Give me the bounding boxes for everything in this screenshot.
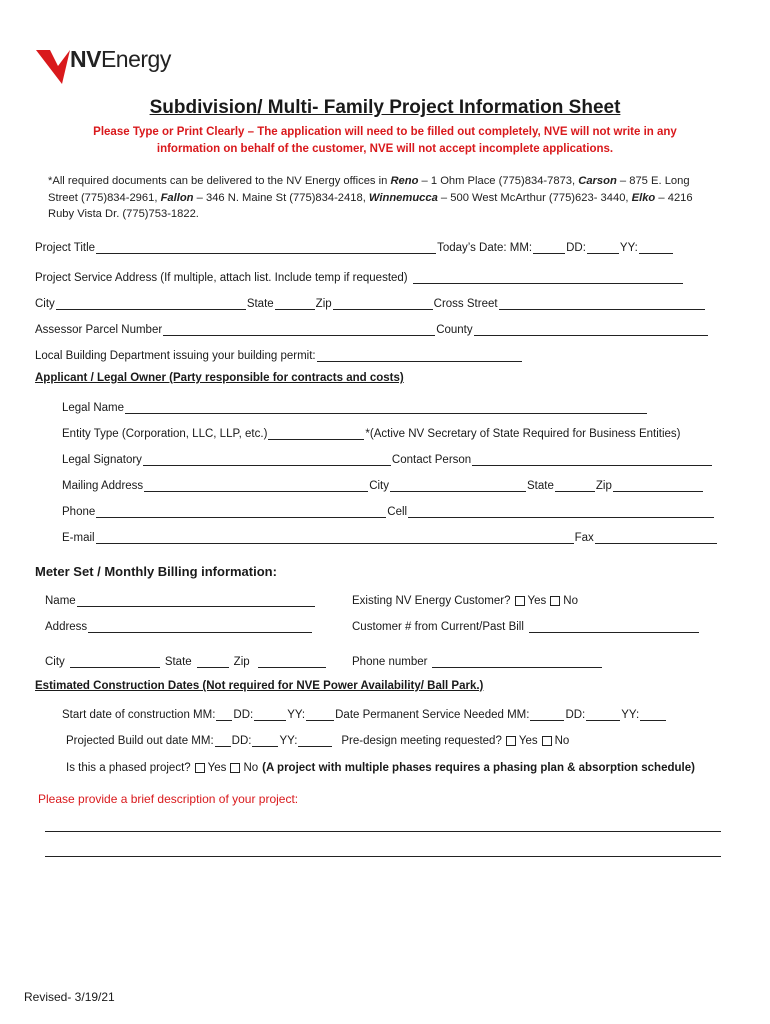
applicant-phone-field[interactable]	[96, 505, 386, 518]
signatory-row: Legal Signatory Contact Person	[62, 450, 713, 466]
buildout-row: Projected Build out date MM: DD: YY: Pre-design meeting requested? Yes No	[66, 735, 570, 747]
buildout-mm-field[interactable]	[215, 734, 231, 747]
permanent-mm-field[interactable]	[530, 708, 564, 721]
project-title-row: Project Title Today’s Date: MM: DD: YY:	[35, 238, 674, 254]
start-mm-field[interactable]	[216, 708, 232, 721]
customer-number-row: Customer # from Current/Past Bill	[352, 617, 700, 633]
start-yy-field[interactable]	[306, 708, 334, 721]
todays-date-mm-field[interactable]	[533, 241, 565, 254]
applicant-cell-field[interactable]	[408, 505, 714, 518]
entity-type-row: Entity Type (Corporation, LLC, LLP, etc.) *(Active NV Secretary of State Required for Business Entities)	[62, 428, 681, 440]
start-dd-field[interactable]	[254, 708, 286, 721]
existing-customer-yes-checkbox[interactable]	[515, 596, 525, 606]
project-title-field[interactable]	[96, 241, 436, 254]
county-field[interactable]	[474, 323, 708, 336]
start-date-row: Start date of construction MM: DD: YY: Date Permanent Service Needed MM: DD: YY:	[62, 705, 667, 721]
phased-yes-checkbox[interactable]	[195, 763, 205, 773]
meter-billing-heading: Meter Set / Monthly Billing information:	[35, 564, 277, 579]
nv-energy-logo	[36, 44, 186, 84]
phased-row: Is this a phased project? Yes No (A project with multiple phases requires a phasing plan & absorption schedule)	[66, 762, 695, 774]
building-dept-row: Local Building Department issuing your building permit:	[35, 346, 523, 362]
buildout-dd-field[interactable]	[252, 734, 278, 747]
description-line-1[interactable]	[45, 831, 721, 832]
revision-date: Revised- 3/19/21	[24, 990, 115, 1004]
logo-wordmark: NVEnergy	[70, 46, 171, 72]
customer-number-field[interactable]	[529, 620, 699, 633]
meter-name-row: Name	[45, 591, 316, 607]
service-address-field[interactable]	[413, 271, 683, 284]
todays-date-dd-field[interactable]	[587, 241, 619, 254]
project-city-row: City State Zip Cross Street	[35, 294, 706, 310]
legal-name-field[interactable]	[125, 401, 647, 414]
cross-street-field[interactable]	[499, 297, 705, 310]
legal-signatory-field[interactable]	[143, 453, 391, 466]
permanent-dd-field[interactable]	[586, 708, 620, 721]
parcel-row: Assessor Parcel Number County	[35, 320, 709, 336]
buildout-yy-field[interactable]	[298, 734, 332, 747]
project-city-field[interactable]	[56, 297, 246, 310]
delivery-offices-note: *All required documents can be delivered to the NV Energy offices in Reno – 1 Ohm Place (775)834-7873, Carson – 875 E. Long Street (775)834-2961, Fallon – 346 N. Maine St (775)834-2418, Winnemucca – 500 West McArthur (775)623- 3440, Elko – 4216 Ruby Vista Dr. (775)753-1822.	[48, 175, 693, 220]
description-prompt: Please provide a brief description of your project:	[38, 792, 299, 806]
building-dept-field[interactable]	[317, 349, 522, 362]
mailing-address-field[interactable]	[144, 479, 368, 492]
meter-address-field[interactable]	[88, 620, 312, 633]
meter-phone-field[interactable]	[432, 655, 602, 668]
todays-date-yy-field[interactable]	[639, 241, 673, 254]
parcel-number-field[interactable]	[163, 323, 435, 336]
applicant-zip-field[interactable]	[613, 479, 703, 492]
applicant-heading: Applicant / Legal Owner (Party responsible for contracts and costs)	[35, 372, 404, 384]
applicant-email-field[interactable]	[96, 531, 574, 544]
meter-city-field[interactable]	[70, 655, 160, 668]
existing-customer-no-checkbox[interactable]	[550, 596, 560, 606]
page-title: Subdivision/ Multi- Family Project Information Sheet	[149, 97, 621, 118]
description-line-2[interactable]	[45, 856, 721, 857]
meter-state-field[interactable]	[197, 655, 229, 668]
entity-type-field[interactable]	[268, 427, 364, 440]
meter-phone-row: Phone number	[352, 652, 603, 668]
meter-address-row: Address	[45, 617, 313, 633]
predesign-no-checkbox[interactable]	[542, 736, 552, 746]
meter-city-row: City State Zip	[45, 652, 327, 668]
service-address-row: Project Service Address (If multiple, attach list. Include temp if requested)	[35, 268, 684, 284]
phone-row: Phone Cell	[62, 502, 715, 518]
meter-name-field[interactable]	[77, 594, 315, 607]
legal-name-row: Legal Name	[62, 398, 648, 414]
instructions-warning: Please Type or Print Clearly – The application will need to be filled out completely, NVE will not write in any information on behalf of the customer, NVE will not accept incomplete applications.	[93, 126, 677, 155]
applicant-city-field[interactable]	[390, 479, 526, 492]
applicant-state-field[interactable]	[555, 479, 595, 492]
project-zip-field[interactable]	[333, 297, 433, 310]
construction-dates-heading: Estimated Construction Dates (Not required for NVE Power Availability/ Ball Park.)	[35, 680, 484, 692]
meter-zip-field[interactable]	[258, 655, 326, 668]
mailing-row: Mailing Address City State Zip	[62, 476, 704, 492]
email-row: E-mail Fax	[62, 528, 718, 544]
existing-customer-row: Existing NV Energy Customer? Yes No	[352, 595, 578, 607]
permanent-yy-field[interactable]	[640, 708, 666, 721]
phased-no-checkbox[interactable]	[230, 763, 240, 773]
applicant-fax-field[interactable]	[595, 531, 717, 544]
contact-person-field[interactable]	[472, 453, 712, 466]
predesign-yes-checkbox[interactable]	[506, 736, 516, 746]
project-state-field[interactable]	[275, 297, 315, 310]
